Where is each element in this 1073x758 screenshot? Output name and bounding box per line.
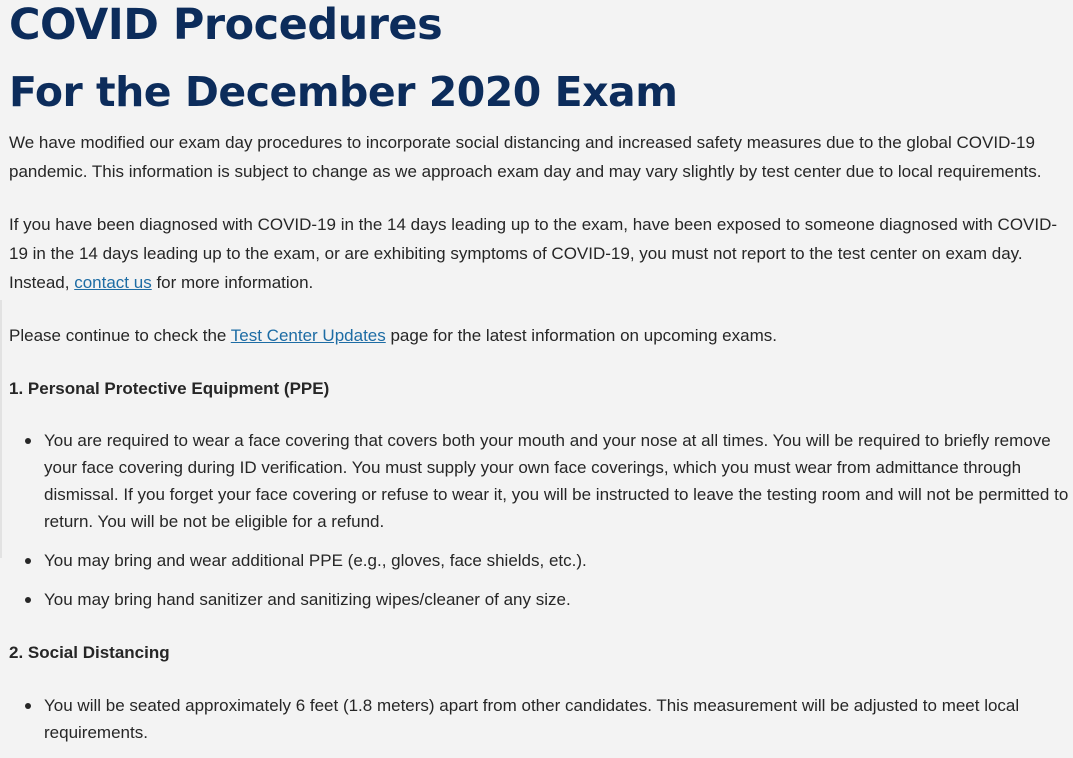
covid-diagnosis-paragraph (9, 210, 1073, 297)
list-item-text: You may bring hand sanitizer and sanitizing wipes/cleaner of any size. (44, 590, 571, 609)
social-distancing-list (9, 692, 1073, 746)
left-border-rule (0, 300, 2, 558)
updates-paragraph (9, 321, 1073, 350)
intro-paragraph: We have modified our exam day procedures to incorporate social distancing and increased safety measures due to the global COVID-19 pandemic. This information is subject to change as we approach exam day and may vary slightly by test center due to local requirements. (9, 133, 1042, 181)
list-item (9, 547, 1073, 574)
list-item (9, 692, 1073, 746)
updates-text-after: page for the latest information on upcoming exams. (385, 326, 777, 345)
page-subtitle: For the December 2020 Exam (9, 68, 678, 116)
section-heading-ppe: 1. Personal Protective Equipment (PPE) (9, 379, 330, 398)
ppe-list (9, 427, 1073, 613)
diagnosis-text-before: If you have been diagnosed with COVID-19 in the 14 days leading up to the exam, have been exposed to someone diagnosed with COVID-19 in the 14 days leading up to the exam, or are exhibiting symptoms of COVID-19, you must not report to the test center on exam day. Instead, (9, 215, 1058, 292)
list-item-text: You will be seated approximately 6 feet (1.8 meters) apart from other candidates. This measurement will be adjusted to meet local requirements. (44, 696, 1020, 742)
page-title: COVID Procedures (9, 0, 443, 50)
list-item-text: You may bring and wear additional PPE (e.g., gloves, face shields, etc.). (44, 551, 587, 570)
updates-text-before: Please continue to check the (9, 326, 231, 345)
section-heading-social-distancing: 2. Social Distancing (9, 643, 170, 662)
list-item (9, 586, 1073, 613)
diagnosis-text-after: for more information. (151, 273, 314, 292)
test-center-updates-link[interactable]: Test Center Updates (230, 326, 386, 345)
bullet-icon (25, 438, 31, 444)
list-item-text: You are required to wear a face covering that covers both your mouth and your nose at all times. You will be required to briefly remove your face covering during ID verification. You must supply your own face coverings, which you must wear from admittance through dismissal. If you forget your face covering or refuse to wear it, you will be instructed to leave the testing room and will not be permitted to return. You will be not be eligible for a refund. (44, 431, 1069, 531)
contact-us-link[interactable]: contact us (74, 273, 152, 292)
bullet-icon (25, 597, 31, 603)
list-item (9, 427, 1073, 535)
bullet-icon (25, 703, 31, 709)
bullet-icon (25, 558, 31, 564)
